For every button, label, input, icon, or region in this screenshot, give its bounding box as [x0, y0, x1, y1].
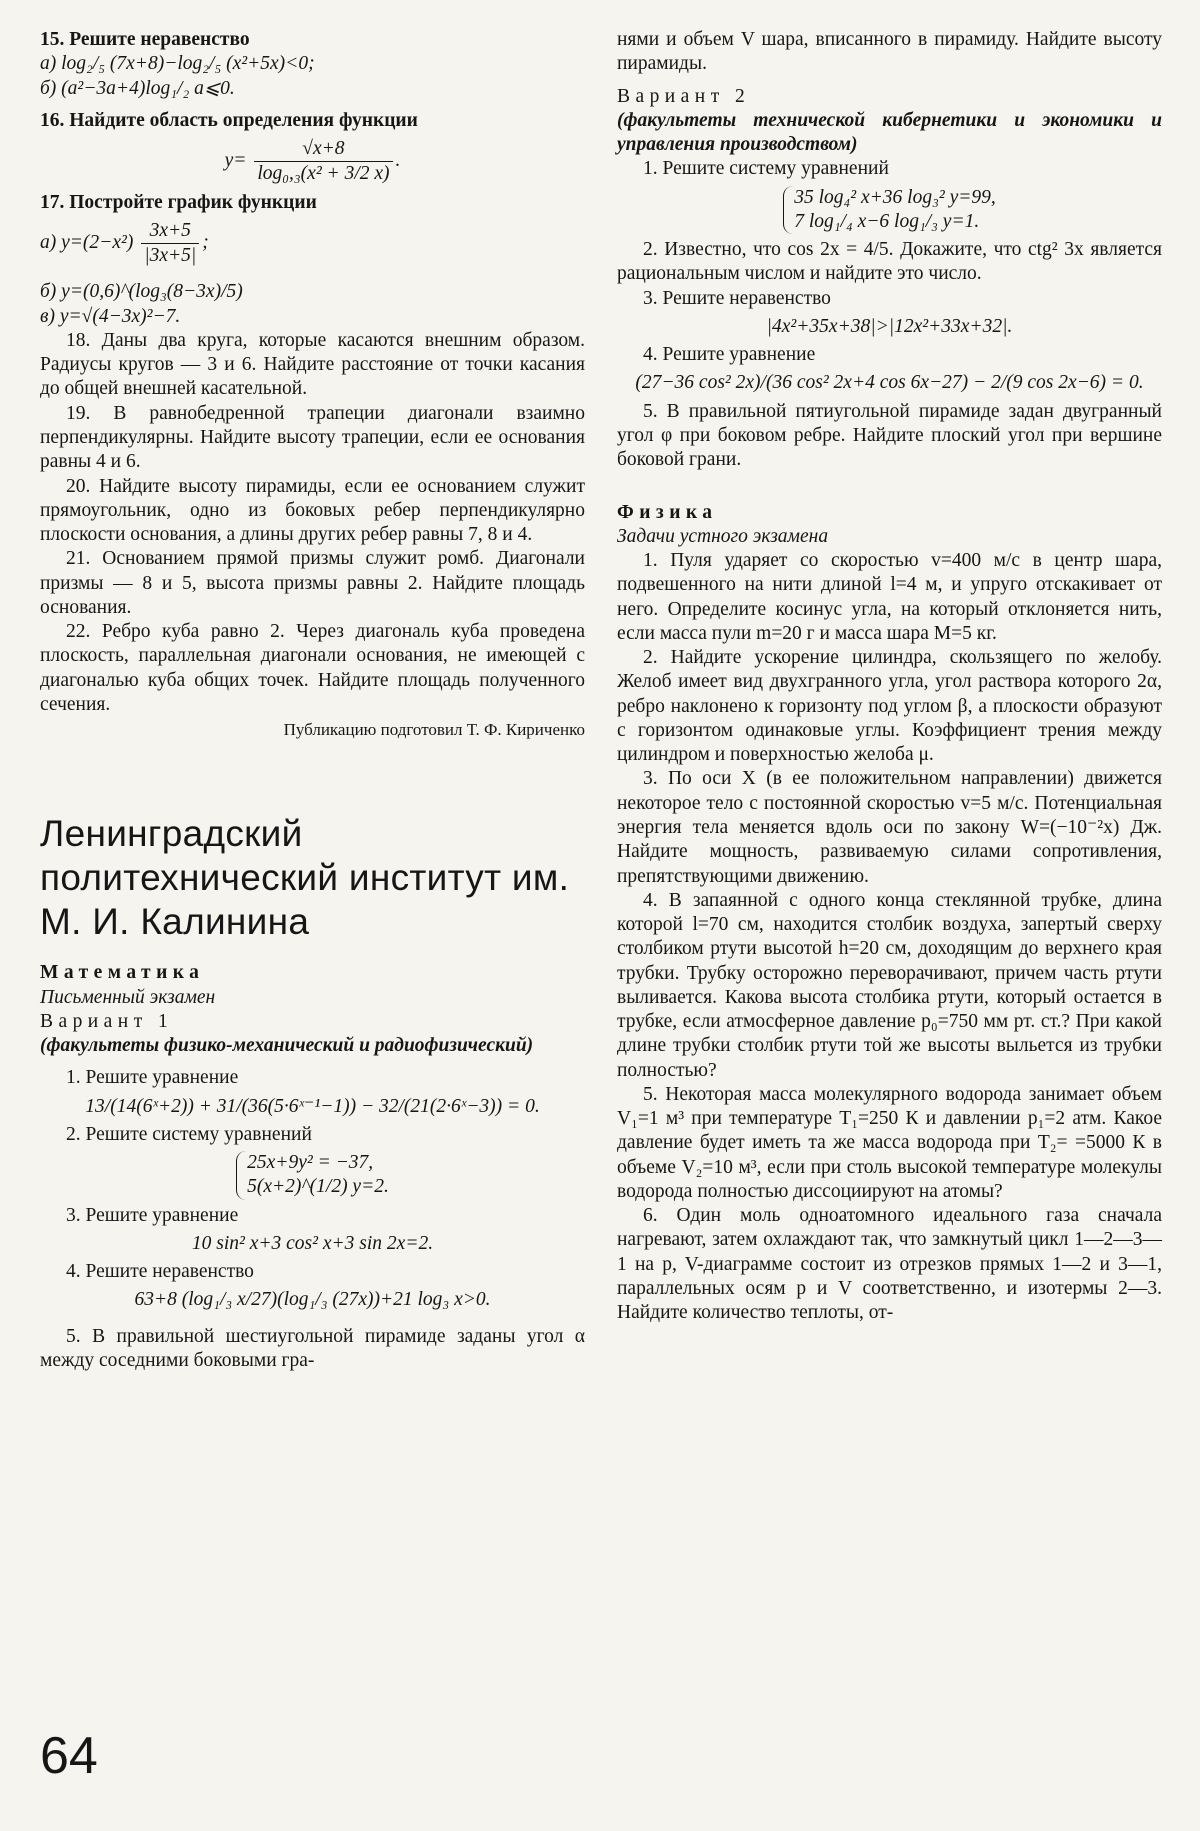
problem-16-title: 16. Найдите область определения функции — [40, 109, 418, 131]
v2-question-5: 5. В правильной пятиугольной пирамиде задан двугранный угол φ при боковом ребре. Найдите плоский угол при вершине боковой грани. — [617, 400, 1162, 471]
v2-question-1-title: 1. Решите систему уравнений — [643, 158, 889, 180]
problem-22: 22. Ребро куба равно 2. Через диагональ куба проведена плоскость, параллельная диагонали основания, не имеющей с диагональю куба общих точек. Найдите площадь полученного сечения. — [40, 621, 585, 715]
physics-problem-3: 3. По оси X (в ее положительном направлении) движется некоторое тело с постоянной скоростью v=5 м/с. Потенциальная энергия тела меняется вдоль оси по закону W=(−10⁻²x) Дж. Найдите мощность, развиваемую силами сопротивления, препятствующими движению. — [617, 768, 1162, 887]
physics-problem-4: 4. В запаянной с одного конца стеклянной трубке, длина которой l=70 см, находится столбик воздуха, запертый сверху столбиком ртути высотой h=20 см, доходящим до верхнего края трубки. Трубку осторожно переворачивают, причем часть ртути выливается. Какова высота столбика ртути, который остается в трубке, если атмосферное давление p₀=750 мм рт. ст.? При какой длине трубки столбик ртути той же высоты выльется из трубки полностью? — [617, 889, 1162, 1081]
denominator: |3x+5| — [144, 245, 197, 267]
problem-20: 20. Найдите высоту пирамиды, если ее основанием служит прямоугольник, одно из боковых ребер перпендикулярно плоскости основания, а длины других ребер равны 7, 8 и 4. — [40, 475, 585, 546]
faculties-note: (факультеты физико-механический и радиофизический) — [40, 1035, 534, 1057]
v2-question-3-title: 3. Решите неравенство — [643, 287, 831, 309]
publication-credit: Публикацию подготовил Т. Ф. Кириченко — [283, 720, 585, 740]
v2-question-2: 2. Известно, что cos 2x = 4/5. Докажите, что ctg² 3x является рациональным числом и найдите это число. — [617, 239, 1162, 285]
problem-15b: б) (a²−3a+4)log₁/₂ a⩽0. — [40, 77, 235, 99]
question-2-title: 2. Решите систему уравнений — [66, 1123, 312, 1145]
denominator: log₀,₃(x² + 3/2 x) — [257, 163, 390, 185]
problem-17c: в) y=√(4−3x)²−7. — [40, 305, 181, 327]
physics-heading: Физика — [617, 501, 718, 523]
equation-2: 7 log₁/₄ x−6 log₁/₃ y=1. — [794, 210, 980, 232]
problem-15a: а) log₂/₅ (7x+8)−log₂/₅ (x²+5x)<0; — [40, 53, 315, 75]
faculties-note-2: (факультеты технической кибернетики и экономики и управления производством) — [617, 109, 1162, 156]
fraction — [254, 137, 392, 187]
problem-17-title: 17. Постройте график функции — [40, 191, 317, 213]
problem-19: 19. В равнобедренной трапеции диагонали взаимно перпендикулярны. Найдите высоту трапеции, если ее основания равны 4 и 6. — [40, 402, 585, 473]
problem-16-formula: y= $\frac{√x+8}{\text{log₀,₃(x² + 3/2 x)}}$ . — [40, 137, 585, 187]
numerator: √x+8 — [254, 137, 392, 162]
equation-2: 5(x+2)^(1/2) y=2. — [247, 1176, 389, 1198]
question-3-title: 3. Решите уравнение — [66, 1204, 239, 1226]
equation-1: 35 log₄² x+36 log₃² y=99, — [794, 186, 996, 208]
problem-21: 21. Основанием прямой призмы служит ромб. Диагонали призмы — 8 и 5, высота призмы равны 2. Найдите площадь основания. — [40, 548, 585, 618]
question-4-title: 4. Решите неравенство — [66, 1261, 254, 1283]
problem-17b: б) y=(0,6)^(log₃(8−3x)/5) — [40, 281, 243, 303]
equation-system — [236, 1151, 389, 1200]
oral-exam-heading: Задачи устного экзамена — [617, 525, 829, 547]
formula-lhs: а) y=(2−x²) — [40, 232, 134, 254]
left-column — [40, 28, 585, 1373]
physics-problem-1: 1. Пуля ударяет со скоростью v=400 м/с в центр шара, подвешенного на нити длиной l=4 м, и упруго отскакивает от него. Определите косинус угла, на который отклоняется нить, если масса пули m=20 г и масса шара M=5 кг. — [617, 550, 1162, 644]
problem-15-title: 15. Решите неравенство — [40, 29, 250, 50]
institute-heading: Ленинградский политехнический институт им. М. И. Калинина — [40, 813, 570, 942]
equation-system — [783, 186, 996, 235]
physics-problem-5: 5. Некоторая масса молекулярного водорода занимает объем V₁=1 м³ при температуре T₁=250 К и давлении p₁=2 атм. Какое давление будет иметь та же масса водорода при T₂= =5000 К в объеме V₂=10 м³, если при столь высокой температуре молекулы водорода полностью диссоциируют на атомы? — [617, 1083, 1162, 1202]
problem-18: 18. Даны два круга, которые касаются внешним образом. Радиусы кругов — 3 и 6. Найдите расстояние от точки касания до общей внешней касательной. — [40, 329, 585, 400]
problem-17a: а) y=(2−x²) $\frac{3x+5}{|3x+5|}$ ; — [40, 219, 585, 269]
v2-question-4-formula: (27−36 cos² 2x)/(36 cos² 2x+4 cos 6x−27) − 2/(9 cos 2x−6) = 0. — [635, 372, 1144, 394]
question-1-title: 1. Решите уравнение — [66, 1067, 239, 1089]
fraction — [141, 219, 199, 269]
v2-question-4-title: 4. Решите уравнение — [643, 344, 816, 366]
question-4-formula: 63+8 (log₁/₃ x/27)(log₁/₃ (27x))+21 log₃ x>0. — [134, 1289, 491, 1311]
v2-question-1-system — [617, 186, 1162, 235]
question-2-system — [40, 1151, 585, 1200]
physics-problem-2: 2. Найдите ускорение цилиндра, скользящего по желобу. Желоб имеет вид двухгранного угла, угол раствора которого 2α, ребро наклонено к горизонту под углом β, а плоскости образуют с горизонтом одинаковые углы. Коэффициент трения между цилиндром и поверхностью желоба μ. — [617, 647, 1162, 766]
question-5-continued: нями и объем V шара, вписанного в пирамиду. Найдите высоту пирамиды. — [617, 29, 1162, 75]
numerator: 3x+5 — [141, 219, 199, 244]
page-number: 64 — [40, 1727, 98, 1785]
v2-question-3-formula: |4x²+35x+38|>|12x²+33x+32|. — [766, 315, 1013, 337]
variant-heading: Вариант 1 — [40, 1010, 174, 1032]
question-3-formula: 10 sin² x+3 cos² x+3 sin 2x=2. — [191, 1232, 434, 1254]
variant-2-heading: Вариант 2 — [617, 85, 751, 107]
formula-lhs: y= — [224, 150, 247, 172]
physics-problem-6: 6. Один моль одноатомного идеального газа сначала нагревают, затем охлаждают так, что замкнутый цикл 1—2—3—1 на p, V-диаграмме состоит из отрезков прямых 1—2 и 3—1, параллельных осям p и V соответственно, и изотермы 2—3. Найдите количество теплоты, от- — [617, 1205, 1162, 1324]
equation-1: 25x+9y² = −37, — [247, 1152, 374, 1174]
subject-heading: Математика — [40, 962, 205, 984]
question-5: 5. В правильной шестиугольной пирамиде заданы угол α между соседними боковыми гра- — [40, 1325, 585, 1372]
right-column — [617, 28, 1162, 1326]
question-1-formula: 13/(14(6ˣ+2)) + 31/(36(5·6ˣ⁻¹−1)) − 32/(21(2·6ˣ−3)) = 0. — [85, 1095, 540, 1117]
exam-type: Письменный экзамен — [40, 986, 216, 1008]
